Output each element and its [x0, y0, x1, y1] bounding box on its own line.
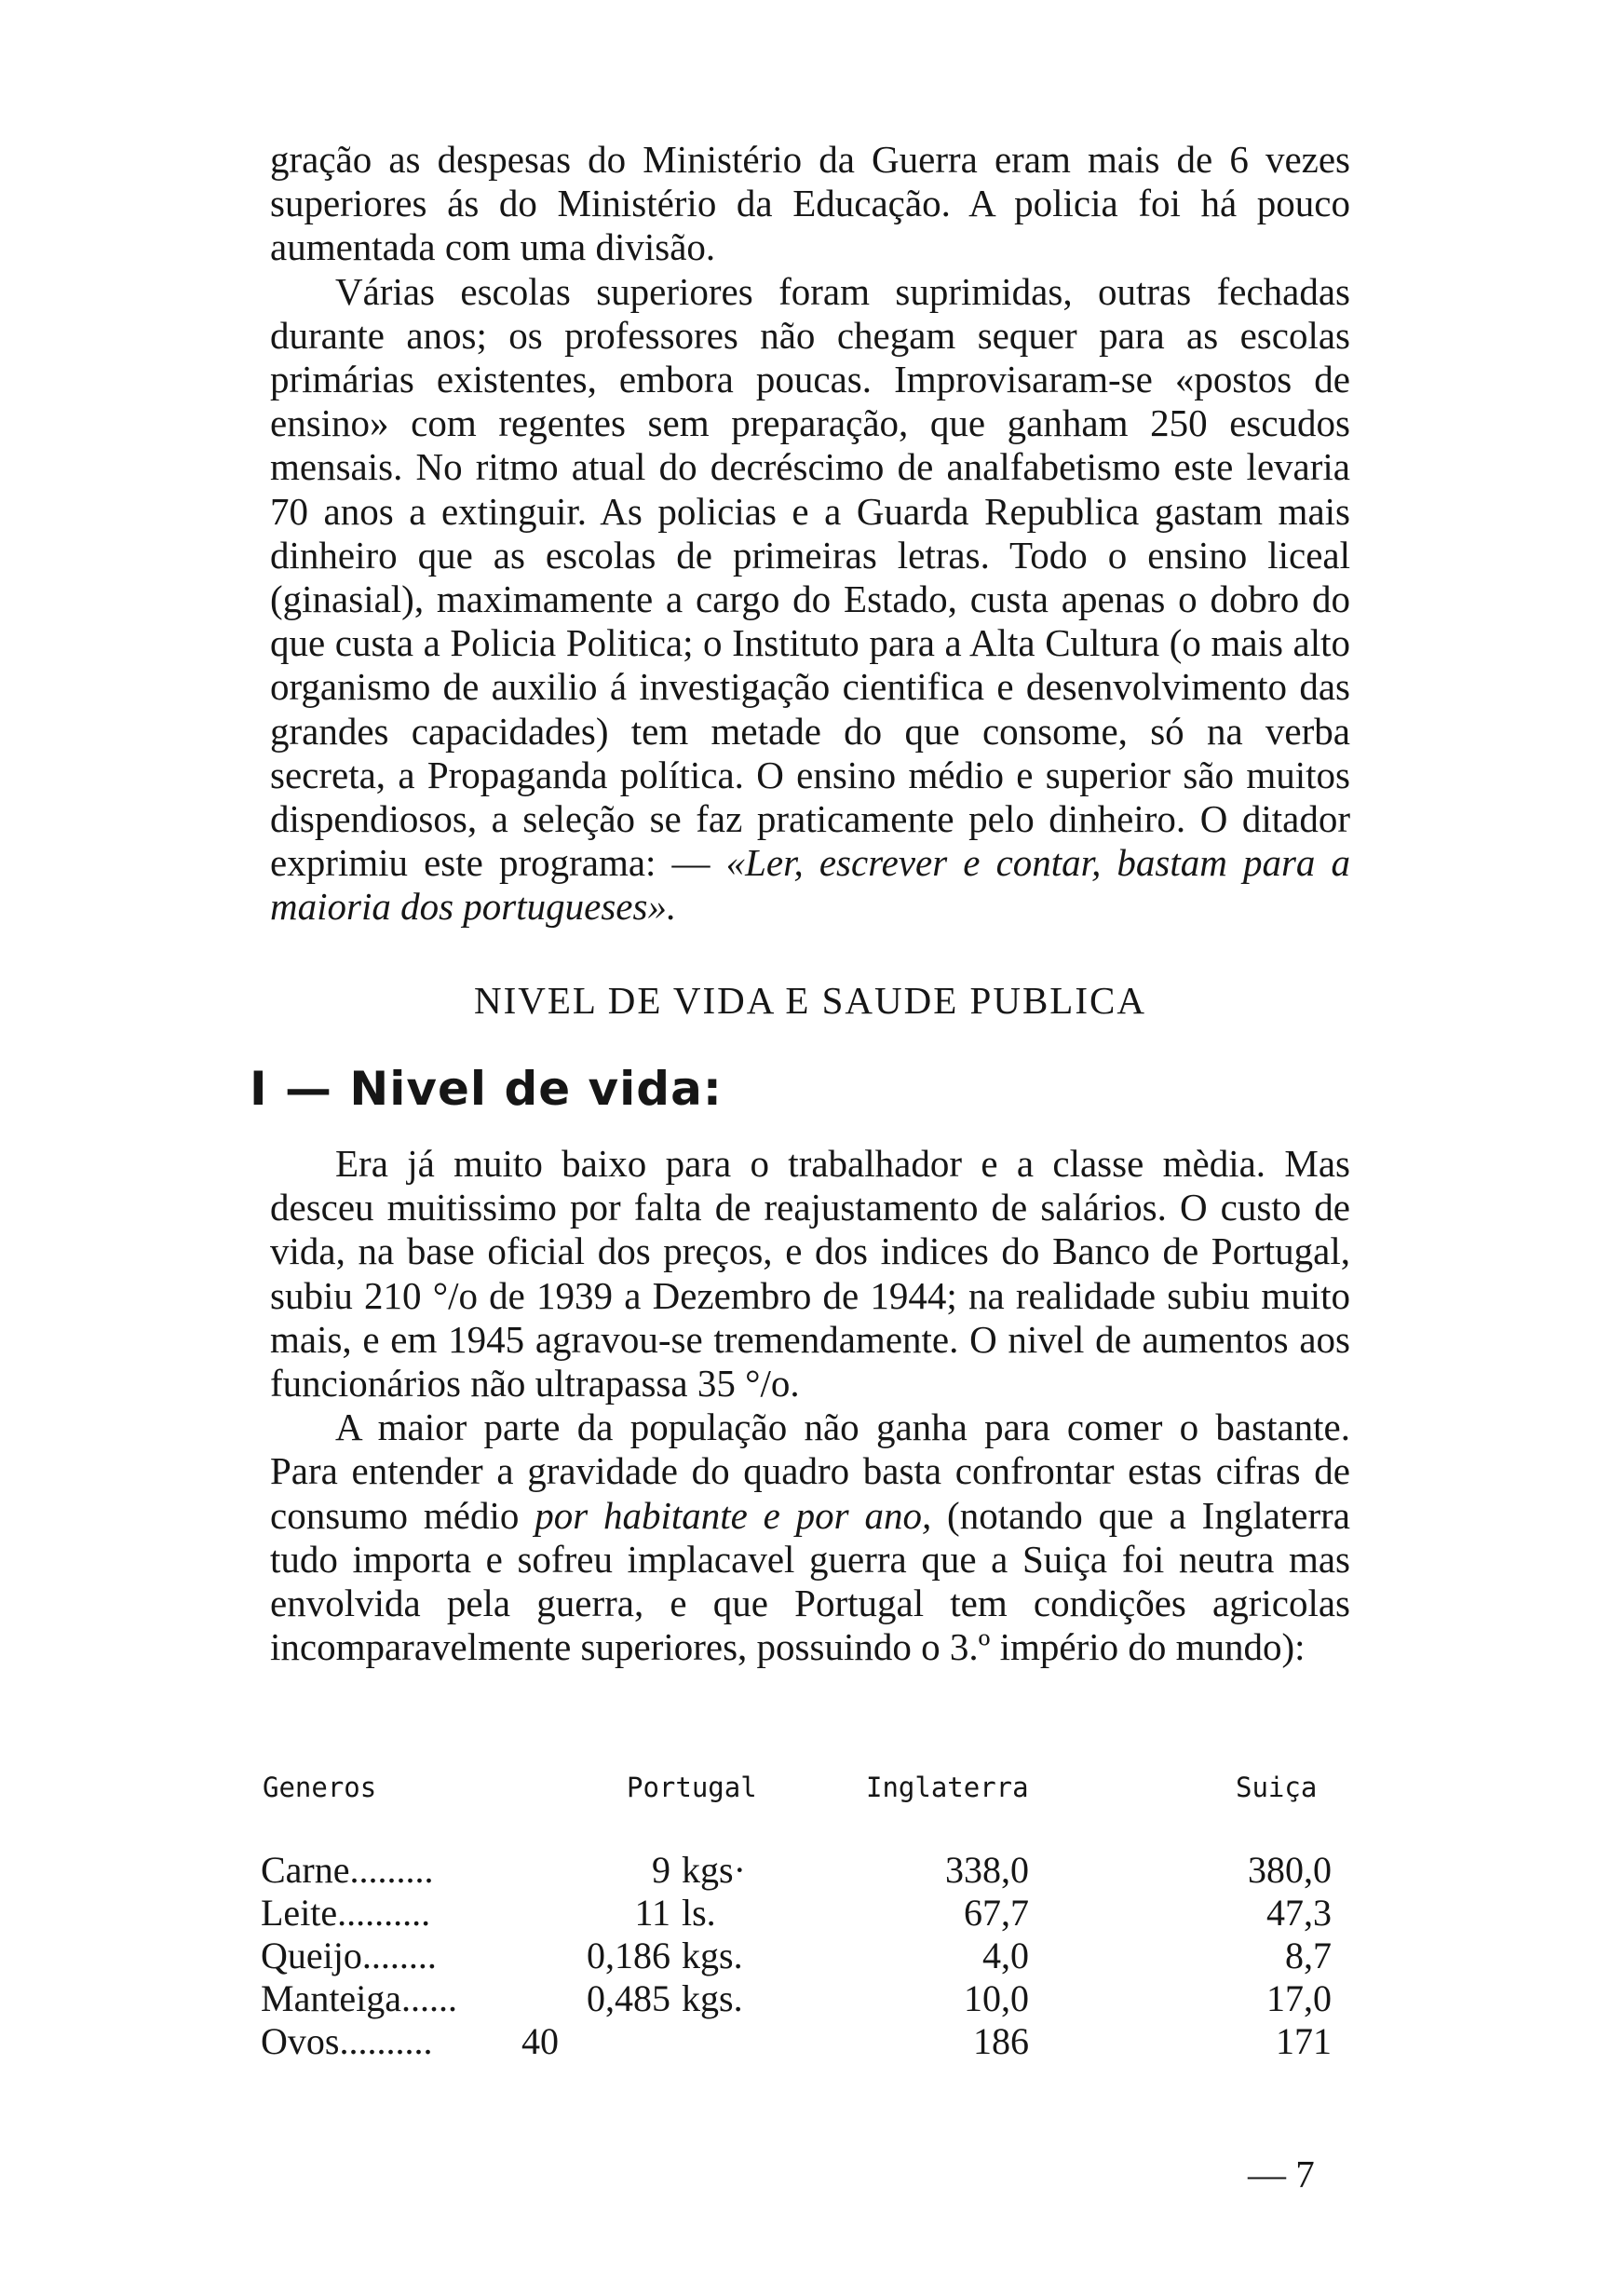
- cell-inglaterra: 4,0: [982, 1935, 1029, 1976]
- dictator-quote: «Ler, escrever e contar, bastam para a maioria dos portugueses».: [270, 841, 1350, 929]
- subsection-heading: I — Nivel de vida:: [250, 1062, 723, 1116]
- cell-suica: 171: [1276, 2020, 1332, 2062]
- paragraph-consumption-a: A maior parte da população não ganha para comer o bastante. Para entender a gravidade do quadro basta confrontar estas cifras de consumo médio: [270, 1406, 1350, 1537]
- cell-portugal-value: 11: [634, 1892, 670, 1934]
- cell-portugal-unit: kgs.: [682, 1935, 743, 1976]
- table-row: [0, 1849, 1624, 1892]
- table-row: [0, 1977, 1624, 2020]
- header-inglaterra: Inglaterra: [866, 1772, 1029, 1803]
- cell-suica: 380,0: [1248, 1849, 1332, 1891]
- paragraph-consumption-emphasis: por habitante e por ano,: [535, 1493, 932, 1537]
- table-row: [0, 1935, 1624, 1977]
- cell-portugal-value: 9: [652, 1849, 670, 1891]
- cell-inglaterra: 186: [973, 2020, 1029, 2062]
- cell-portugal-unit: ls.: [682, 1892, 716, 1934]
- cell-inglaterra: 338,0: [945, 1849, 1029, 1891]
- cell-portugal-value: 0,485: [587, 1977, 670, 2019]
- paragraph-consumption: [270, 1406, 1350, 1669]
- text-column-vida: [270, 1142, 1350, 1669]
- table-row: [0, 1892, 1624, 1935]
- paragraph-consumption-c: (notando que a Inglaterra tudo importa e sofreu implacavel guerra que a Suiça foi neutra mas envolvida pela guerra, e que Portugal tem condições agricolas incomparavelmente superiores, possuindo o 3.º império do mundo):: [270, 1493, 1350, 1669]
- cell-genero: Leite..........: [261, 1892, 431, 1934]
- page-number: — 7: [1248, 2152, 1315, 2195]
- cell-portugal-unit: kgs.: [682, 1977, 743, 2019]
- cell-inglaterra: 10,0: [964, 1977, 1029, 2019]
- cell-genero: Queijo........: [261, 1935, 437, 1976]
- section-title: NIVEL DE VIDA E SAUDE PUBLICA: [474, 979, 1146, 1022]
- cell-suica: 8,7: [1285, 1935, 1332, 1976]
- cell-suica: 17,0: [1266, 1977, 1332, 2019]
- paragraph-education: [270, 270, 1350, 930]
- text-column: [270, 138, 1350, 930]
- cell-portugal-value: 40: [521, 2020, 559, 2062]
- paragraph-continuation: gração as despesas do Ministério da Guerra eram mais de 6 vezes superiores ás do Ministério da Educação. A policia foi há pouco aumentada com uma divisão.: [270, 138, 1350, 269]
- paragraph-education-text: Várias escolas superiores foram suprimidas, outras fechadas durante anos; os professores não chegam sequer para as escolas primárias existentes, embora poucas. Improvisaram-se «postos de ensino» com regentes sem preparação, que ganham 250 escudos mensais. No ritmo atual do decréscimo de analfabetismo este levaria 70 anos a extinguir. As policias e a Guarda Republica gastam mais dinheiro que as escolas de primeiras letras. Todo o ensino liceal (ginasial), maximamente a cargo do Estado, custa apenas o dobro do que custa a Policia Politica; o Instituto para a Alta Cultura (o mais alto organismo de auxilio á investigação cientifica e desenvolvimento das grandes capacidades) tem metade do que consome, só na verba secreta, a Propaganda política. O ensino médio e superior são muitos dispendiosos, a seleção se faz praticamente pelo dinheiro. O ditador exprimiu este programa: —: [270, 269, 1350, 885]
- cell-portugal-value: 0,186: [587, 1935, 670, 1976]
- cell-portugal-unit: kgs·: [682, 1849, 746, 1891]
- cell-genero: Ovos..........: [261, 2020, 433, 2062]
- paragraph-cost-of-living: Era já muito baixo para o trabalhador e a classe mèdia. Mas desceu muitissimo por falta de reajustamento de salários. O custo de vida, na base oficial dos preços, e dos indices do Banco de Portugal, subiu 210 °/o de 1939 a Dezembro de 1944; na realidade subiu muito mais, e em 1945 agravou-se tremendamente. O nivel de aumentos aos funcionários não ultrapassa 35 °/o.: [270, 1142, 1350, 1406]
- cell-genero: Carne.........: [261, 1849, 434, 1891]
- table-header: [0, 1772, 1624, 1809]
- header-portugal: Portugal: [627, 1772, 757, 1803]
- header-suica: Suiça: [1236, 1772, 1318, 1803]
- header-generos: Generos: [263, 1772, 377, 1803]
- cell-suica: 47,3: [1266, 1892, 1332, 1934]
- table-row: [0, 2020, 1624, 2063]
- consumption-table: [0, 1849, 1624, 2063]
- cell-genero: Manteiga......: [261, 1977, 458, 2019]
- cell-inglaterra: 67,7: [964, 1892, 1029, 1934]
